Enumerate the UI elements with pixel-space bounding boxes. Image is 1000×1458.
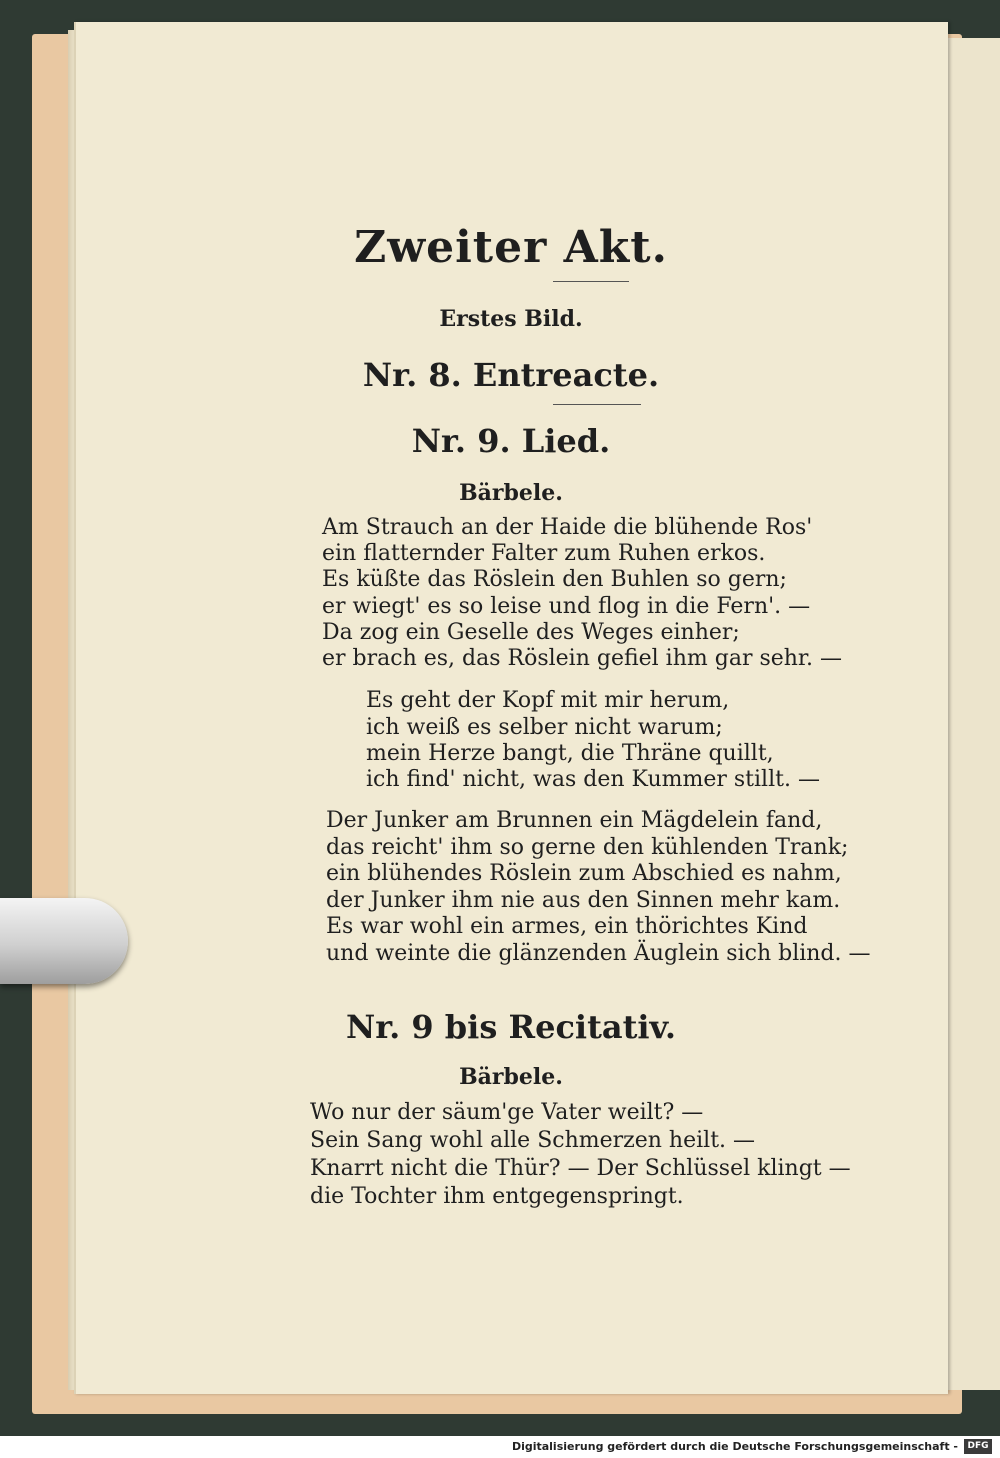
refrain-line: ich weiß es selber nicht warum; bbox=[366, 715, 723, 740]
recitative-line: Sein Sang wohl alle Schmerzen heilt. — bbox=[310, 1128, 756, 1153]
verse-line: ein blühendes Röslein zum Abschied es nahm, bbox=[326, 861, 842, 886]
verse-line: Am Strauch an der Haide die blühende Ros' bbox=[322, 515, 813, 540]
scene-heading: Erstes Bild. bbox=[439, 306, 583, 332]
verse-line: Der Junker am Brunnen ein Mägdelein fand, bbox=[326, 808, 823, 833]
number-8-heading: Nr. 8. Entreacte. bbox=[362, 356, 660, 394]
verse-line: der Junker ihm nie aus den Sinnen mehr kam. bbox=[326, 888, 841, 913]
funding-credit: Digitalisierung gefördert durch die Deutsche Forschungsgemeinschaft - bbox=[511, 1440, 958, 1453]
number-9-heading: Nr. 9. Lied. bbox=[411, 422, 611, 460]
divider-rule bbox=[553, 281, 629, 282]
refrain-line: Es geht der Kopf mit mir herum, bbox=[366, 688, 730, 713]
verse-line: das reicht' ihm so gerne den kühlenden Trank; bbox=[326, 835, 849, 860]
act-title: Zweiter Akt. bbox=[354, 222, 668, 273]
recitative-line: Knarrt nicht die Thür? — Der Schlüssel klingt — bbox=[310, 1156, 851, 1181]
verse-line: ein flatternder Falter zum Ruhen erkos. bbox=[322, 541, 766, 566]
verse-line: Es war wohl ein armes, ein thörichtes Kind bbox=[326, 914, 808, 939]
footer-bar bbox=[0, 1436, 1000, 1458]
recitative-line: Wo nur der säum'ge Vater weilt? — bbox=[310, 1100, 704, 1125]
verse-line: Da zog ein Geselle des Weges einher; bbox=[322, 620, 740, 645]
dfg-logo-icon: DFG bbox=[964, 1439, 992, 1454]
verse-line: Es küßte das Röslein den Buhlen so gern; bbox=[322, 567, 787, 592]
verse-line: er wiegt' es so leise und flog in die Fern'. — bbox=[322, 594, 811, 619]
page-holder-clip bbox=[0, 898, 128, 984]
character-name: Bärbele. bbox=[459, 480, 563, 506]
refrain-line: mein Herze bangt, die Thräne quillt, bbox=[366, 741, 774, 766]
character-name: Bärbele. bbox=[459, 1064, 563, 1090]
recitative-line: die Tochter ihm entgegenspringt. bbox=[310, 1184, 684, 1209]
next-page-edge bbox=[944, 38, 1000, 1390]
verse-line: er brach es, das Röslein gefiel ihm gar sehr. — bbox=[322, 646, 843, 671]
divider-rule bbox=[553, 404, 641, 405]
number-9-bis-heading: Nr. 9 bis Recitativ. bbox=[345, 1008, 677, 1046]
refrain-line: ich find' nicht, was den Kummer stillt. — bbox=[366, 767, 820, 792]
verse-line: und weinte die glänzenden Äuglein sich blind. — bbox=[326, 941, 871, 966]
